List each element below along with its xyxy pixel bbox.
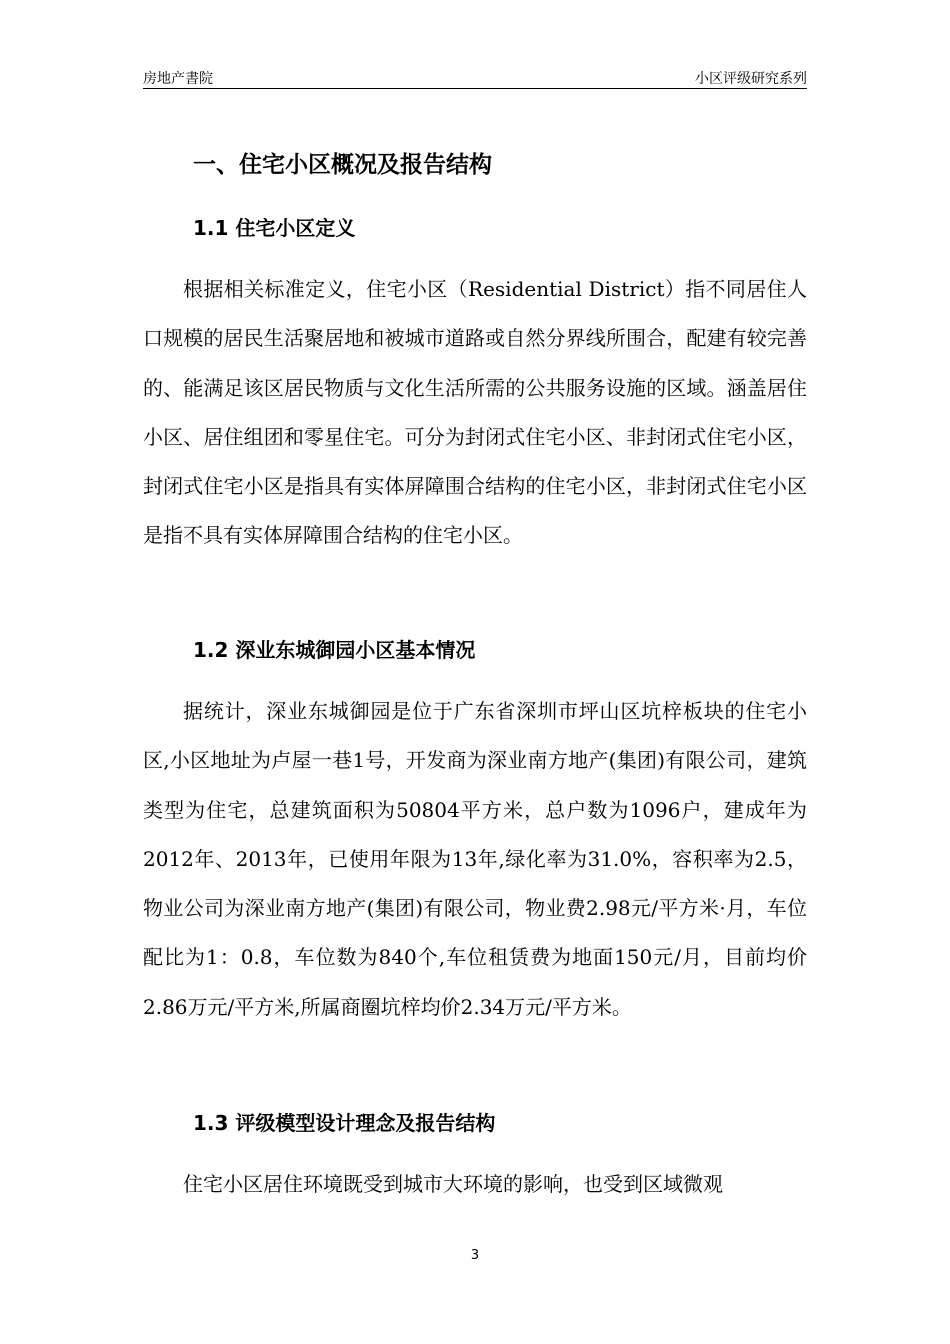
subsection-title-model-design: 1.3 评级模型设计理念及报告结构 — [193, 1111, 496, 1135]
paragraph-definition: 根据相关标准定义，住宅小区（Residential District）指不同居住人口规模的居民生活聚居地和被城市道路或自然分界线所围合，配建有较完善的、能满足该区居民物质与文化生活所需的公共服务设施的区域。涵盖居住小区、居住组团和零星住宅。可分为封闭式住宅小区、非封闭式住宅小区，封闭式住宅小区是指具有实体屏障围合结构的住宅小区，非封闭式住宅小区是指不具有实体屏障围合结构的住宅小区。 — [143, 277, 807, 548]
page-number: 3 — [470, 1248, 480, 1263]
header-publisher: 房地产書院 — [143, 71, 213, 87]
paragraph-basic-info: 据统计，深业东城御园是位于广东省深圳市坪山区坑梓板块的住宅小区,小区地址为卢屋一巷1号，开发商为深业南方地产(集团)有限公司，建筑类型为住宅，总建筑面积为50804平方米，总户数为1096户，建成年为2012年、2013年，已使用年限为13年,绿化率为31.0%，容积率为2.5，物业公司为深业南方地产(集团)有限公司，物业费2.98元/平方米·月，车位配比为1：0.8，车位数为840个,车位租赁费为地面150元/月，目前均价2.86万元/平方米,所属商圈坑梓均价2.34万元/平方米。 — [143, 699, 807, 1019]
subsection-title-definition: 1.1 住宅小区定义 — [193, 216, 356, 240]
page-header — [143, 64, 807, 89]
subsection-title-basic-info: 1.2 深业东城御园小区基本情况 — [193, 638, 476, 662]
header-series-title: 小区评级研究系列 — [695, 71, 807, 87]
paragraph-model-design: 住宅小区居住环境既受到城市大环境的影响，也受到区域微观 — [183, 1172, 723, 1196]
section-title: 一、住宅小区概况及报告结构 — [193, 152, 492, 178]
